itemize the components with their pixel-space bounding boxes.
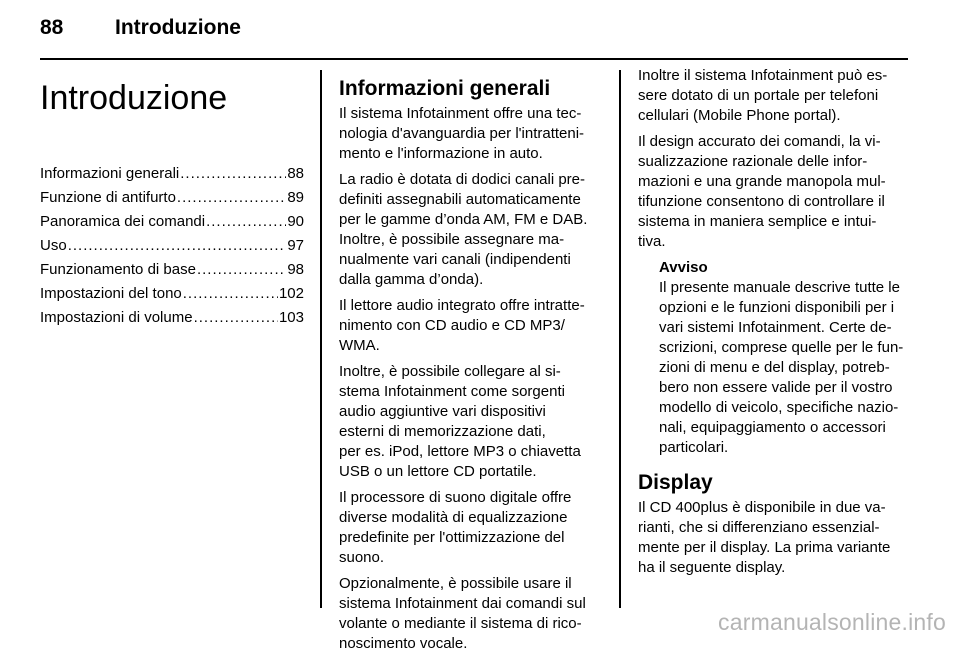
text-line: Il lettore audio integrato offre intratte- <box>339 297 585 314</box>
notice-text <box>659 278 908 458</box>
text-line: audio aggiuntive vari dispositivi <box>339 403 546 420</box>
paragraph <box>638 132 908 252</box>
table-of-contents <box>40 162 304 330</box>
text-line: ha il seguente display. <box>638 559 786 576</box>
paragraph <box>339 362 605 482</box>
toc-leader <box>197 258 286 282</box>
toc-entry[interactable] <box>40 234 304 258</box>
toc-page-number: 97 <box>287 237 304 254</box>
toc-label: Panoramica dei comandi <box>40 213 206 230</box>
toc-entry[interactable] <box>40 186 304 210</box>
toc-label: Impostazioni di volume <box>40 309 193 326</box>
paragraph <box>339 170 605 290</box>
text-line: sistema Infotainment dai comandi sul <box>339 595 586 612</box>
text-line: diverse modalità di equalizzazione <box>339 509 568 526</box>
text-line: mente per il display. La prima variante <box>638 539 891 556</box>
text-line: USB o un lettore CD portatile. <box>339 463 537 480</box>
toc-leader <box>194 306 278 330</box>
toc-label: Impostazioni del tono <box>40 285 182 302</box>
section-title-informazioni-generali: Informazioni generali <box>339 77 551 100</box>
text-line: dalla gamma d’onda). <box>339 271 484 288</box>
toc-entry[interactable] <box>40 162 304 186</box>
text-line: cellulari (Mobile Phone portal). <box>638 107 841 124</box>
header-title: Introduzione <box>115 16 241 39</box>
text-line: vari sistemi Infotainment. Certe de- <box>659 319 892 336</box>
paragraph <box>339 574 605 654</box>
text-line: Il sistema Infotainment offre una tec- <box>339 105 582 122</box>
text-line: tifunzione consentono di controllare il <box>638 193 885 210</box>
toc-label: Informazioni generali <box>40 165 180 182</box>
notice-title: Avviso <box>659 259 708 276</box>
column-1 <box>40 66 304 330</box>
text-line: WMA. <box>339 337 380 354</box>
toc-page-number: 102 <box>278 285 304 302</box>
text-line: predefinite per l'ottimizzazione del <box>339 529 565 546</box>
text-line: suono. <box>339 549 385 566</box>
text-line: sistema in maniera semplice e intui- <box>638 213 877 230</box>
text-line: bero non essere valide per il vostro <box>659 379 893 396</box>
column-divider-left <box>320 70 322 608</box>
text-line: nualmente vari canali (indipendenti <box>339 251 571 268</box>
text-line: Il presente manuale descrive tutte le <box>659 279 900 296</box>
column-divider-right <box>619 70 621 608</box>
text-line: Il CD 400plus è disponibile in due va- <box>638 499 886 516</box>
text-line: Inoltre, è possibile assegnare ma- <box>339 231 565 248</box>
text-line: Inoltre il sistema Infotainment può es- <box>638 67 888 84</box>
page-number: 88 <box>40 16 64 39</box>
toc-entry[interactable] <box>40 210 304 234</box>
toc-leader <box>183 282 278 306</box>
section-title-display: Display <box>638 471 713 494</box>
text-line: modello di veicolo, specifiche nazio- <box>659 399 899 416</box>
text-line: Inoltre, è possibile collegare al si- <box>339 363 561 380</box>
paragraph <box>339 296 605 356</box>
text-line: particolari. <box>659 439 729 456</box>
text-line: per le gamme d’onda AM, FM e DAB. <box>339 211 588 228</box>
toc-page-number: 88 <box>287 165 304 182</box>
text-line: stema Infotainment come sorgenti <box>339 383 565 400</box>
text-line: nali, equipaggiamento o accessori <box>659 419 886 436</box>
toc-page-number: 89 <box>287 189 304 206</box>
notice-box <box>659 258 908 458</box>
toc-leader <box>206 210 286 234</box>
paragraph <box>339 104 605 164</box>
text-line: mento e l'informazione in auto. <box>339 145 543 162</box>
toc-label: Funzionamento di base <box>40 261 196 278</box>
text-line: Il processore di suono digitale offre <box>339 489 572 506</box>
chapter-title: Introduzione <box>40 79 228 117</box>
text-line: tiva. <box>638 233 666 250</box>
column-3 <box>638 66 908 584</box>
text-line: scrizioni, comprese quelle per le fun- <box>659 339 904 356</box>
toc-label: Funzione di antifurto <box>40 189 176 206</box>
text-line: Opzionalmente, è possibile usare il <box>339 575 572 592</box>
text-line: sere dotato di un portale per telefoni <box>638 87 879 104</box>
text-line: nologia d'avanguardia per l'intratteni- <box>339 125 585 142</box>
text-line: noscimento vocale. <box>339 635 468 652</box>
toc-label: Uso <box>40 237 67 254</box>
toc-entry[interactable] <box>40 306 304 330</box>
text-line: volante o mediante il sistema di rico- <box>339 615 582 632</box>
toc-leader <box>68 234 287 258</box>
text-line: nimento con CD audio e CD MP3/ <box>339 317 565 334</box>
toc-page-number: 98 <box>287 261 304 278</box>
header-divider <box>40 58 908 60</box>
toc-page-number: 103 <box>278 309 304 326</box>
toc-leader <box>177 186 286 210</box>
text-line: opzioni e le funzioni disponibili per i <box>659 299 895 316</box>
toc-page-number: 90 <box>287 213 304 230</box>
text-line: Il design accurato dei comandi, la vi- <box>638 133 881 150</box>
text-line: La radio è dotata di dodici canali pre- <box>339 171 585 188</box>
paragraph <box>339 488 605 568</box>
toc-entry[interactable] <box>40 258 304 282</box>
text-line: rianti, che si differenziano essenzial- <box>638 519 880 536</box>
text-line: definiti assegnabili automaticamente <box>339 191 581 208</box>
text-line: per es. iPod, lettore MP3 o chiavetta <box>339 443 581 460</box>
paragraph <box>638 498 908 578</box>
text-line: sualizzazione razionale delle infor- <box>638 153 868 170</box>
text-line: esterni di memorizzazione dati, <box>339 423 546 440</box>
toc-leader <box>180 162 286 186</box>
text-line: mazioni e una grande manopola mul- <box>638 173 886 190</box>
text-line: zioni di menu e del display, potreb- <box>659 359 890 376</box>
watermark: carmanualsonline.info <box>718 609 946 635</box>
toc-entry[interactable] <box>40 282 304 306</box>
paragraph <box>638 66 908 126</box>
column-2 <box>339 66 605 660</box>
